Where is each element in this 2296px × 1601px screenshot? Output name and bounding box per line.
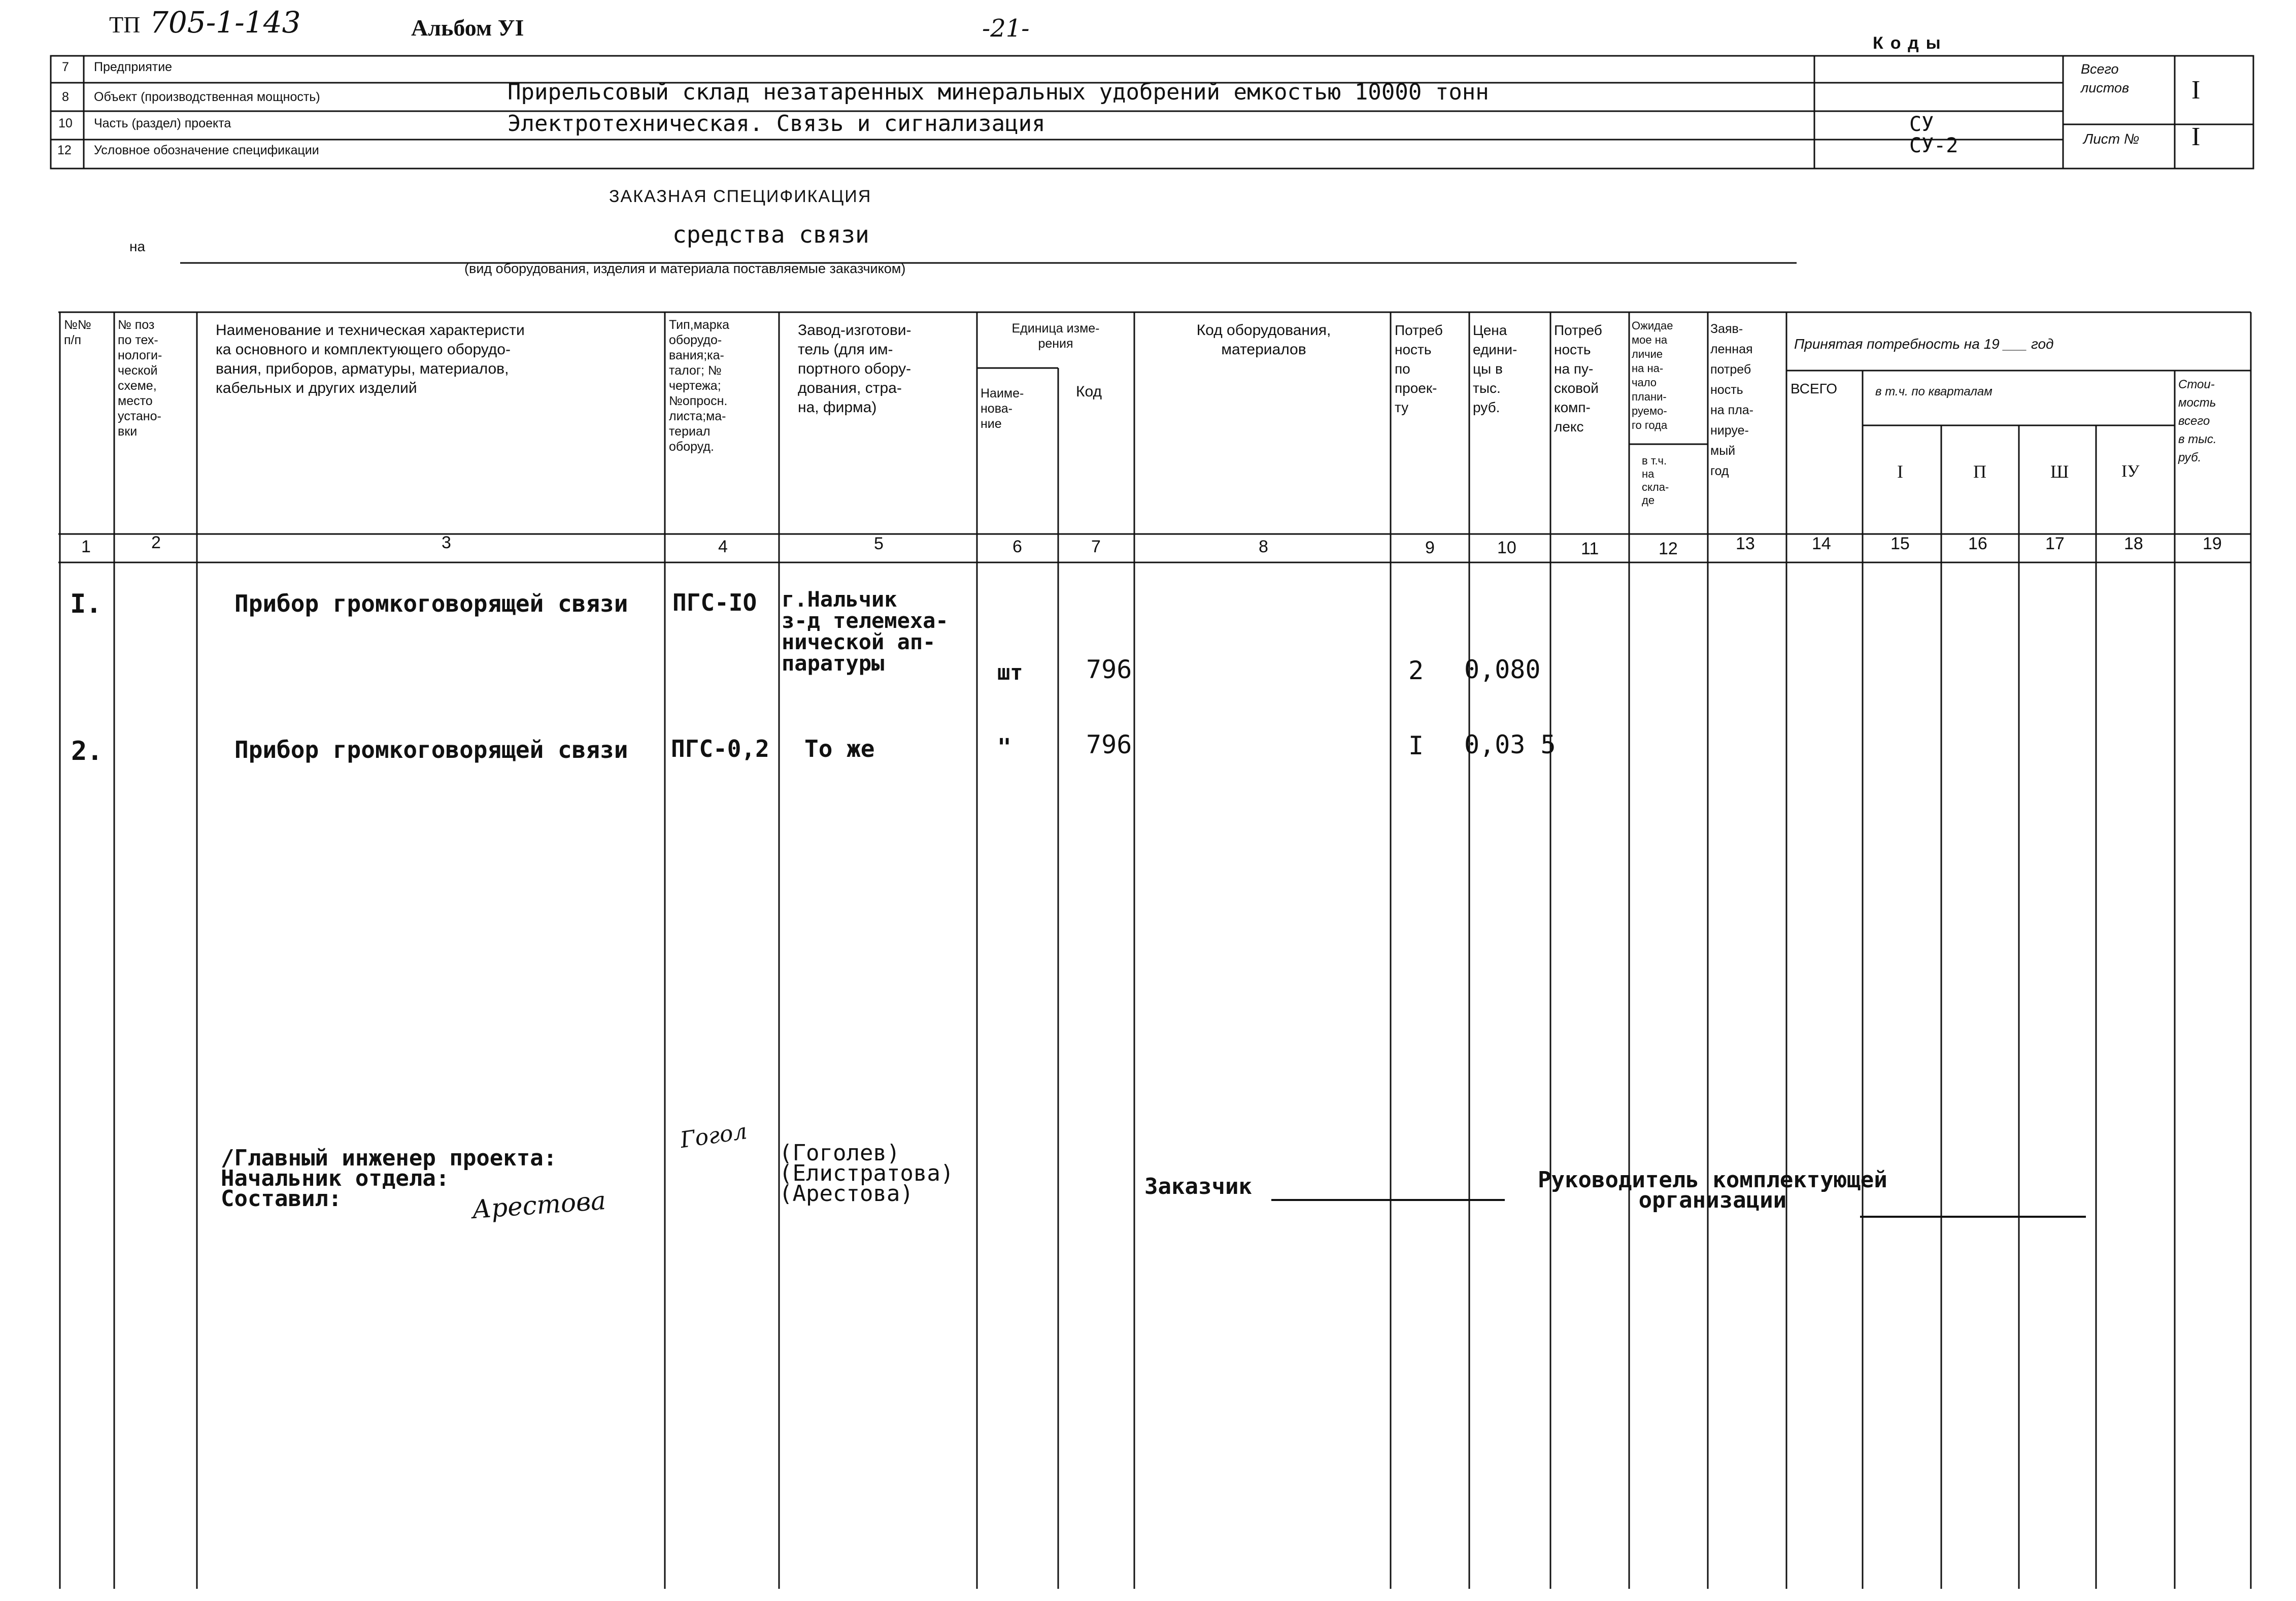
signature-roles: /Главный инженер проекта: Начальник отдела: Составил: xyxy=(221,1145,557,1212)
col-header-16: П xyxy=(1973,461,1986,482)
codes-label: Коды xyxy=(1873,34,1948,53)
col-number: 16 xyxy=(1968,534,1987,553)
row-2-price: 0,03 5 xyxy=(1464,730,1556,759)
col-number: 4 xyxy=(718,537,728,556)
col-header-6: Наиме- нова- ние xyxy=(981,386,1024,431)
spec-subject-caption: (вид оборудования, изделия и материала поставляемые заказчиком) xyxy=(464,261,906,276)
code-part: СУ xyxy=(1909,113,1934,136)
col-header-11: Потреб ность на пу- сковой комп- лекс xyxy=(1554,322,1602,435)
total-sheets-value: I xyxy=(2191,76,2201,105)
row-2-num: 2. xyxy=(71,736,103,766)
chief-engineer-signature: Гогол xyxy=(679,1118,749,1153)
col-header-4: Тип,марка оборудо- вания;ка- талог; № чертежа; №опросн. листа;ма- териал оборуд. xyxy=(669,318,730,454)
col-number: 14 xyxy=(1812,534,1831,553)
col-header-1: №№ п/п xyxy=(64,318,91,347)
col-number: 11 xyxy=(1581,539,1599,558)
col-number: 12 xyxy=(1659,539,1678,558)
row-label-part: Часть (раздел) проекта xyxy=(94,116,231,130)
sheet-no-value: I xyxy=(2191,122,2201,151)
row-1-qty: 2 xyxy=(1408,656,1424,685)
row-2-type: ПГС-0,2 xyxy=(671,735,769,762)
col-number: 5 xyxy=(874,534,884,553)
col-number: 13 xyxy=(1736,534,1755,553)
row-num-12: 12 xyxy=(57,143,72,157)
row-num-8: 8 xyxy=(62,90,69,104)
supplier-label: Руководитель комплектующей организации xyxy=(1538,1167,1887,1213)
row-num-7: 7 xyxy=(62,60,69,74)
col-header-18: IУ xyxy=(2121,462,2140,481)
col-header-17: Ш xyxy=(2050,461,2069,482)
spec-subject: средства связи xyxy=(672,221,869,248)
customer-label: Заказчик xyxy=(1144,1174,1252,1199)
col-header-8: Код оборудования, материалов xyxy=(1196,322,1331,358)
col-header-2: № поз по тех- нологи- ческой схеме, место устано- вки xyxy=(118,318,162,439)
col-header-19: Стои- мость всего в тыс. руб. xyxy=(2178,378,2217,464)
spec-title: ЗАКАЗНАЯ СПЕЦИФИКАЦИЯ xyxy=(609,187,872,206)
row-2-qty: I xyxy=(1408,731,1424,760)
tp-prefix: ТП xyxy=(109,12,141,38)
col-header-unit: Единица изме- рения xyxy=(1011,321,1100,351)
col-number: 17 xyxy=(2045,534,2065,553)
col-header-12b: в т.ч. на скла- де xyxy=(1642,454,1669,507)
supplier-signature-line xyxy=(1860,1216,2086,1218)
row-1-type: ПГС-IO xyxy=(672,589,757,616)
col-header-13: Заяв- ленная потреб ность на пла- нируе- мый год xyxy=(1710,322,1754,478)
row-2-unit: " xyxy=(997,733,1011,761)
col-number: 2 xyxy=(151,533,161,552)
row-num-10: 10 xyxy=(58,116,73,130)
col-number: 15 xyxy=(1890,534,1910,553)
album-label: Альбом УI xyxy=(411,15,524,41)
row-1-num: I. xyxy=(70,589,102,619)
total-sheets-label: Всего листов xyxy=(2081,61,2130,95)
tp-number: 705-1-143 xyxy=(150,5,301,40)
row-1-maker: г.Нальчик з-д телемеха- нической ап- паратуры xyxy=(782,587,949,676)
col-header-quarters: в т.ч. по кварталам xyxy=(1875,385,1993,398)
col-number: 10 xyxy=(1497,538,1516,557)
compiler-signature: Арестова xyxy=(471,1185,607,1225)
row-1-price: 0,080 xyxy=(1464,655,1541,684)
col-header-3: Наименование и техническая характеристи ка основного и комплектующего оборудо- вания, приборов, арматуры, материалов, кабельных и других изделий xyxy=(216,322,525,396)
code-spec: СУ-2 xyxy=(1909,134,1959,157)
col-header-12a: Ожидае мое на личие на на- чало плани- руемо- го года xyxy=(1632,319,1673,431)
row-label-designation: Условное обозначение спецификации xyxy=(94,143,319,157)
col-number: 8 xyxy=(1259,537,1268,556)
object-value: Прирельсовый склад незатаренных минеральных удобрений емкостью 10000 тонн xyxy=(508,79,1489,105)
col-number: 19 xyxy=(2203,534,2222,553)
signature-names: (Гоголев) (Елистратова) (Арестова) xyxy=(779,1140,954,1207)
spec-na-label: на xyxy=(129,239,146,254)
col-number: 6 xyxy=(1012,537,1022,556)
sheet-no-label: Лист № xyxy=(2083,131,2140,147)
col-number: 7 xyxy=(1091,537,1101,556)
row-2-maker: То же xyxy=(804,735,875,762)
customer-signature-line xyxy=(1271,1199,1505,1201)
col-header-accepted: Принятая потребность на 19 ___ год xyxy=(1794,336,2054,352)
row-label-object: Объект (производственная мощность) xyxy=(94,90,320,104)
page-number: -21- xyxy=(982,14,1030,43)
row-2-name: Прибор громкоговорящей связи xyxy=(234,736,628,763)
row-1-unit-code: 796 xyxy=(1086,655,1132,684)
col-header-7: Код xyxy=(1076,383,1102,400)
row-2-unit-code: 796 xyxy=(1086,730,1132,759)
col-header-10: Цена едини- цы в тыс. руб. xyxy=(1473,322,1517,415)
row-1-name: Прибор громкоговорящей связи xyxy=(234,590,628,617)
col-number: 3 xyxy=(442,533,451,552)
col-header-9: Потреб ность по проек- ту xyxy=(1395,322,1443,415)
col-number: 1 xyxy=(81,537,91,556)
col-header-14: ВСЕГО xyxy=(1791,381,1838,396)
col-number: 9 xyxy=(1425,538,1435,557)
col-header-15: I xyxy=(1897,461,1903,482)
part-value: Электротехническая. Связь и сигнализация xyxy=(508,111,1045,137)
col-header-5: Завод-изготови- тель (для им- портного обору- дования, стра- на, фирма) xyxy=(798,322,911,416)
row-label-enterprise: Предприятие xyxy=(94,60,173,74)
col-number: 18 xyxy=(2124,534,2143,553)
row-1-unit: шт xyxy=(997,660,1023,685)
